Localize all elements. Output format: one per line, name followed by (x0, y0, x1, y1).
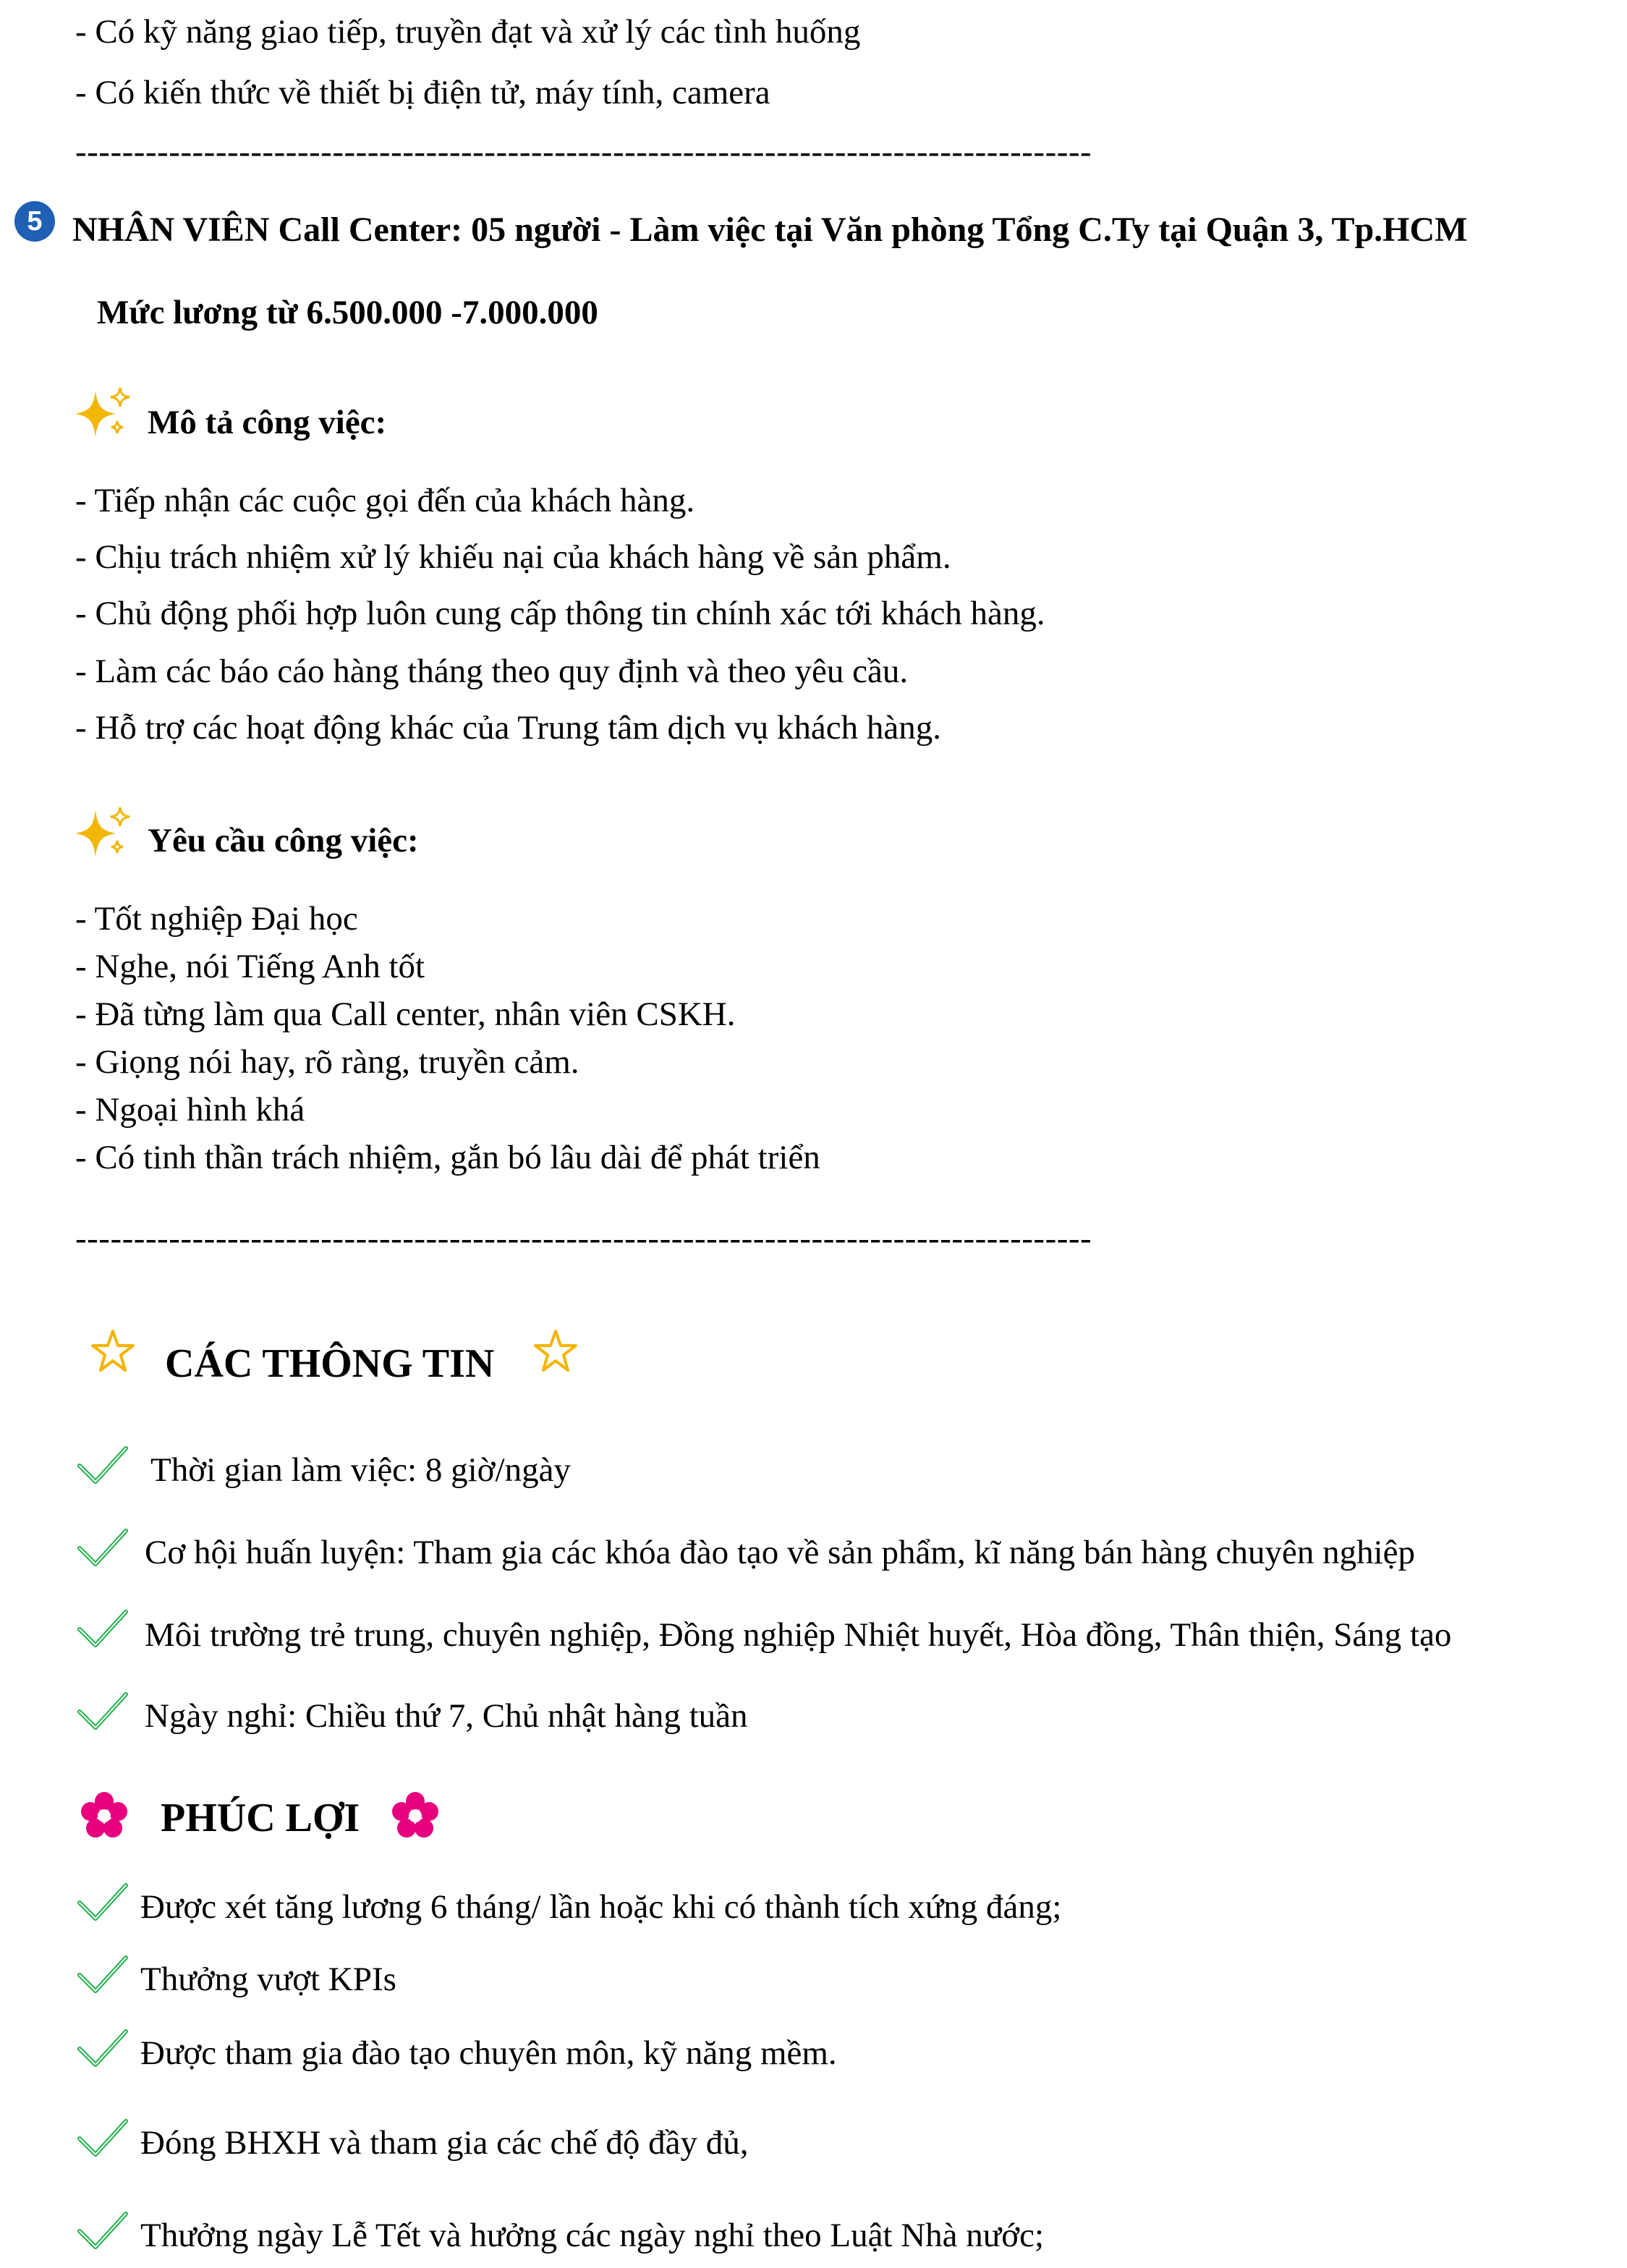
benefit-item-3: Được tham gia đào tạo chuyên môn, kỹ năng mềm. (140, 2034, 837, 2072)
job-title: NHÂN VIÊN Call Center: 05 người - Làm việc tại Văn phòng Tổng C.Ty tại Quận 3, Tp.HCM (72, 211, 1468, 249)
info-item-3: Môi trường trẻ trung, chuyên nghiệp, Đồng nghiệp Nhiệt huyết, Hòa đồng, Thân thiện, Sáng tạo (145, 1616, 1452, 1654)
separator-2: --------------------------------------------------------------------------------------- (75, 1220, 1092, 1257)
separator-1: --------------------------------------------------------------------------------------- (75, 133, 1092, 171)
number-5-text: 5 (27, 206, 43, 237)
info-heading: CÁC THÔNG TIN (165, 1341, 495, 1386)
check-icon (75, 1444, 130, 1487)
benefits-heading: PHÚC LỢI (161, 1796, 360, 1840)
benefit-item-5: Thưởng ngày Lễ Tết và hưởng các ngày nghỉ theo Luật Nhà nước; (140, 2217, 1045, 2254)
flower-icon (80, 1791, 129, 1840)
benefit-item-1: Được xét tăng lương 6 tháng/ lần hoặc khi có thành tích xứng đáng; (140, 1888, 1062, 1926)
number-5-circle-icon (13, 200, 56, 243)
flower-icon (391, 1791, 440, 1840)
description-item-2: - Chịu trách nhiệm xử lý khiếu nại của khách hàng về sản phẩm. (75, 538, 951, 576)
requirement-item-4: - Giọng nói hay, rõ ràng, truyền cảm. (75, 1043, 579, 1081)
description-heading: Mô tả công việc: (148, 404, 387, 441)
sparkle-icon (75, 385, 133, 443)
check-icon (75, 1881, 130, 1924)
intro-line-2: - Có kiến thức về thiết bị điện tử, máy tính, camera (75, 74, 770, 111)
requirements-heading: Yêu cầu công việc: (148, 822, 419, 859)
description-item-5: - Hỗ trợ các hoạt động khác của Trung tâm dịch vụ khách hàng. (75, 709, 941, 747)
description-item-3: - Chủ động phối hợp luôn cung cấp thông tin chính xác tới khách hàng. (75, 595, 1045, 632)
star-outline-icon (90, 1328, 136, 1375)
check-icon (75, 2117, 130, 2160)
intro-line-1: - Có kỹ năng giao tiếp, truyền đạt và xử lý các tình huống (75, 13, 861, 51)
star-outline-icon (532, 1328, 579, 1375)
check-icon (75, 2027, 130, 2070)
check-icon (75, 1526, 130, 1570)
info-item-4: Ngày nghỉ: Chiều thứ 7, Chủ nhật hàng tuần (145, 1697, 748, 1735)
requirement-item-3: - Đã từng làm qua Call center, nhân viên CSKH. (75, 995, 736, 1033)
check-icon (75, 1690, 130, 1733)
requirement-item-1: - Tốt nghiệp Đại học (75, 900, 358, 938)
check-icon (75, 1953, 130, 1997)
info-item-1: Thời gian làm việc: 8 giờ/ngày (150, 1451, 571, 1489)
benefit-item-4: Đóng BHXH và tham gia các chế độ đầy đủ, (140, 2124, 749, 2162)
job-salary: Mức lương từ 6.500.000 -7.000.000 (97, 294, 598, 331)
benefit-item-2: Thưởng vượt KPIs (140, 1961, 396, 1998)
requirement-item-6: - Có tinh thần trách nhiệm, gắn bó lâu dài để phát triển (75, 1139, 820, 1176)
check-icon (75, 2209, 130, 2253)
sparkle-icon (75, 804, 133, 862)
description-item-4: - Làm các báo cáo hàng tháng theo quy định và theo yêu cầu. (75, 653, 909, 690)
requirement-item-2: - Nghe, nói Tiếng Anh tốt (75, 948, 425, 985)
info-item-2: Cơ hội huấn luyện: Tham gia các khóa đào tạo về sản phẩm, kĩ năng bán hàng chuyên nghiệp (145, 1534, 1415, 1571)
check-icon (75, 1607, 130, 1651)
description-item-1: - Tiếp nhận các cuộc gọi đến của khách hàng. (75, 482, 695, 519)
requirement-item-5: - Ngoại hình khá (75, 1091, 305, 1129)
